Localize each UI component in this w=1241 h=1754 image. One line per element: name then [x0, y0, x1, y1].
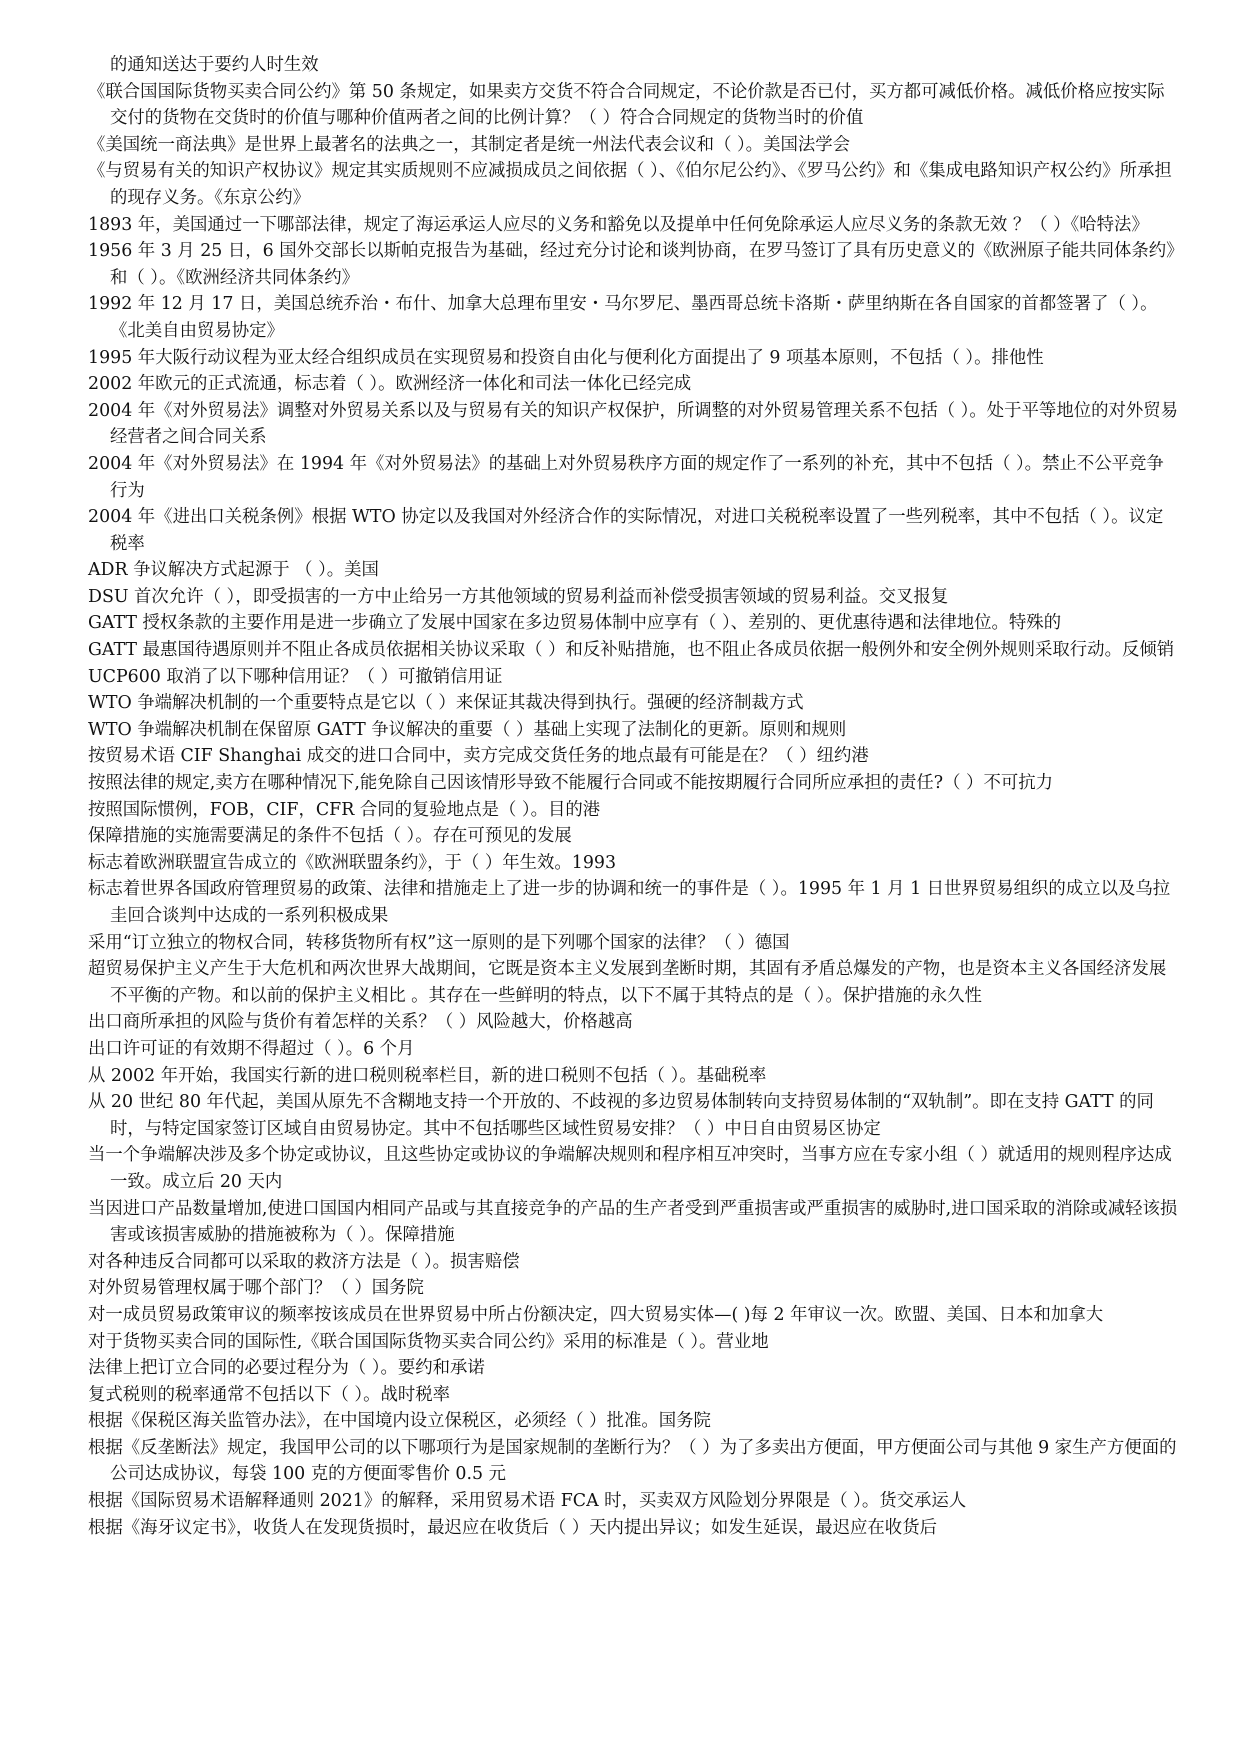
- question-entry: 保障措施的实施需要满足的条件不包括（ ）。存在可预见的发展: [88, 826, 572, 847]
- question-entry: 2002 年欧元的正式流通，标志着（ ）。欧洲经济一体化和司法一体化已经完成: [88, 374, 692, 395]
- question-entry: 对于货物买卖合同的国际性,《联合国国际货物买卖合同公约》采用的标准是（ ）。营业地: [88, 1331, 769, 1352]
- question-entry: WTO 争端解决机制的一个重要特点是它以（ ）来保证其裁决得到执行。强硬的经济制裁方式: [88, 693, 804, 714]
- question-entry: ADR 争议解决方式起源于 （ ）。美国: [88, 560, 379, 581]
- question-entry: 按照法律的规定,卖方在哪种情况下,能免除自己因该情形导致不能履行合同或不能按期履行合同所应承担的责任?（ ）不可抗力: [88, 773, 1054, 794]
- question-entry: 1893 年，美国通过一下哪部法律，规定了海运承运人应尽的义务和豁免以及提单中任何免除承运人应尽义务的条款无效 ？（ ）《哈特法》: [88, 214, 1149, 235]
- question-entry: 根据《海牙议定书》，收货人在发现货损时，最迟应在收货后（ ）天内提出异议；如发生延误，最迟应在收货后: [88, 1517, 937, 1538]
- question-entry: 按照国际惯例，FOB，CIF，CFR 合同的复验地点是（ ）。目的港: [88, 799, 601, 820]
- question-entry: 《与贸易有关的知识产权协议》规定其实质规则不应减损成员之间依据（ ）、《伯尔尼公约》、《罗马公约》和《集成电路知识产权公约》所承担的现存义务。《东京公约》: [88, 161, 1172, 208]
- question-entry: 当因进口产品数量增加,使进口国国内相同产品或与其直接竞争的产品的生产者受到严重损害或严重损害的威胁时,进口国采取的消除或减轻该损害或该损害威胁的措施被称为（ ）。保障措施: [88, 1198, 1178, 1246]
- question-entry: 出口商所承担的风险与货价有着怎样的关系？（ ）风险越大，价格越高: [88, 1012, 633, 1033]
- question-entry: 对一成员贸易政策审议的频率按该成员在世界贸易中所占份额决定，四大贸易实体—( )每 2 年审议一次。欧盟、美国、日本和加拿大: [88, 1304, 1104, 1325]
- question-entry: DSU 首次允许（ ），即受损害的一方中止给另一方其他领域的贸易利益而补偿受损害领域的贸易利益。交叉报复: [88, 586, 949, 607]
- question-entry: 出口许可证的有效期不得超过（ ）。6 个月: [88, 1038, 415, 1059]
- question-entry: 1992 年 12 月 17 日，美国总统乔治・布什、加拿大总理布里安・马尔罗尼、墨西哥总统卡洛斯・萨里纳斯在各自国家的首都签署了（ ）。《北美自由贸易协定》: [88, 294, 1158, 341]
- question-entry: 2004 年《进出口关税条例》根据 WTO 协定以及我国对外经济合作的实际情况，对进口关税税率设置了一些列税率，其中不包括（ ）。议定税率: [88, 507, 1164, 554]
- question-entry: 的通知送达于要约人时生效: [110, 55, 319, 75]
- question-entry: 对各种违反合同都可以采取的救济方法是（ ）。损害赔偿: [88, 1251, 520, 1272]
- document-page: [88, 52, 1180, 1541]
- question-entry: 1956 年 3 月 25 日，6 国外交部长以斯帕克报告为基础，经过充分讨论和谈判协商，在罗马签订了具有历史意义的《欧洲原子能共同体条约》和（ ）。《欧洲经济共同体条约》: [88, 241, 1175, 288]
- question-entry: 从 2002 年开始，我国实行新的进口税则税率栏目，新的进口税则不包括（ ）。基础税率: [88, 1065, 767, 1086]
- question-entry: GATT 授权条款的主要作用是进一步确立了发展中国家在多边贸易体制中应享有（ ）、差别的、更优惠待遇和法律地位。特殊的: [88, 613, 1062, 634]
- question-entry: 《联合国国际货物买卖合同公约》第 50 条规定，如果卖方交货不符合合同规定，不论价款是否已付，买方都可减低价格。减低价格应按实际交付的货物在交货时的价值与哪种价值两者之间的比例计算？（ ）符合合同规定的货物当时的价值: [88, 81, 1165, 129]
- question-entry: 超贸易保护主义产生于大危机和两次世界大战期间，它既是资本主义发展到垄断时期，其固有矛盾总爆发的产物，也是资本主义各国经济发展不平衡的产物。和以前的保护主义相比 。其存在一些鲜明的特点，以下不属于其特点的是（ ）。保护措施的永久性: [88, 959, 1167, 1006]
- question-entry: 根据《国际贸易术语解释通则 2021》的解释，采用贸易术语 FCA 时，买卖双方风险划分界限是（ ）。货交承运人: [88, 1491, 967, 1512]
- question-entry: 2004 年《对外贸易法》在 1994 年《对外贸易法》的基础上对外贸易秩序方面的规定作了一系列的补充，其中不包括（ ）。禁止不公平竞争行为: [88, 453, 1164, 501]
- question-entry: 采用“订立独立的物权合同，转移货物所有权”这一原则的是下列哪个国家的法律？（ ）德国: [88, 932, 790, 953]
- question-entry: 法律上把订立合同的必要过程分为（ ）。要约和承诺: [88, 1358, 485, 1379]
- question-entry: 2004 年《对外贸易法》调整对外贸易关系以及与贸易有关的知识产权保护，所调整的对外贸易管理关系不包括（ ）。处于平等地位的对外贸易经营者之间合同关系: [88, 400, 1179, 448]
- question-entry: 对外贸易管理权属于哪个部门？（ ）国务院: [88, 1278, 424, 1299]
- question-entry: 《美国统一商法典》是世界上最著名的法典之一，其制定者是统一州法代表会议和（ ）。美国法学会: [88, 134, 851, 155]
- question-entry: 根据《保税区海关监管办法》，在中国境内设立保税区，必须经（ ）批准。国务院: [88, 1411, 711, 1432]
- question-entry: 按贸易术语 CIF Shanghai 成交的进口合同中，卖方完成交货任务的地点最有可能是在？（ ）纽约港: [88, 746, 869, 767]
- question-entry: 从 20 世纪 80 年代起，美国从原先不含糊地支持一个开放的、不歧视的多边贸易体制转向支持贸易体制的“双轨制”。即在支持 GATT 的同时，与特定国家签订区域自由贸易协定。其中不包括哪些区域性贸易安排？（ ）中日自由贸易区协定: [88, 1092, 1154, 1139]
- question-entry: 标志着世界各国政府管理贸易的政策、法律和措施走上了进一步的协调和统一的事件是（ ）。1995 年 1 月 1 日世界贸易组织的成立以及乌拉圭回合谈判中达成的一系列积极成果: [88, 879, 1171, 926]
- question-entry: 复式税则的税率通常不包括以下（ ）。战时税率: [88, 1384, 451, 1405]
- question-entry: UCP600 取消了以下哪种信用证？（ ）可撤销信用证: [88, 666, 503, 687]
- question-entry: 根据《反垄断法》规定，我国甲公司的以下哪项行为是国家规制的垄断行为？（ ）为了多卖出方便面，甲方便面公司与其他 9 家生产方便面的公司达成协议，每袋 100 克的方便面零售价 0.5 元: [88, 1437, 1177, 1485]
- question-entry: 标志着欧洲联盟宣告成立的《欧洲联盟条约》，于（ ）年生效。1993: [88, 852, 617, 873]
- question-entry: 当一个争端解决涉及多个协定或协议，且这些协定或协议的争端解决规则和程序相互冲突时，当事方应在专家小组（ ）就适用的规则程序达成一致。成立后 20 天内: [88, 1145, 1172, 1192]
- question-entry: GATT 最惠国待遇原则并不阻止各成员依据相关协议采取（ ）和反补贴措施，也不阻止各成员依据一般例外和安全例外规则采取行动。反倾销: [88, 640, 1175, 661]
- question-entry: 1995 年大阪行动议程为亚太经合组织成员在实现贸易和投资自由化与便利化方面提出了 9 项基本原则，不包括（ ）。排他性: [88, 347, 1044, 368]
- question-entry: WTO 争端解决机制在保留原 GATT 争议解决的重要（ ）基础上实现了法制化的更新。原则和规则: [88, 719, 847, 740]
